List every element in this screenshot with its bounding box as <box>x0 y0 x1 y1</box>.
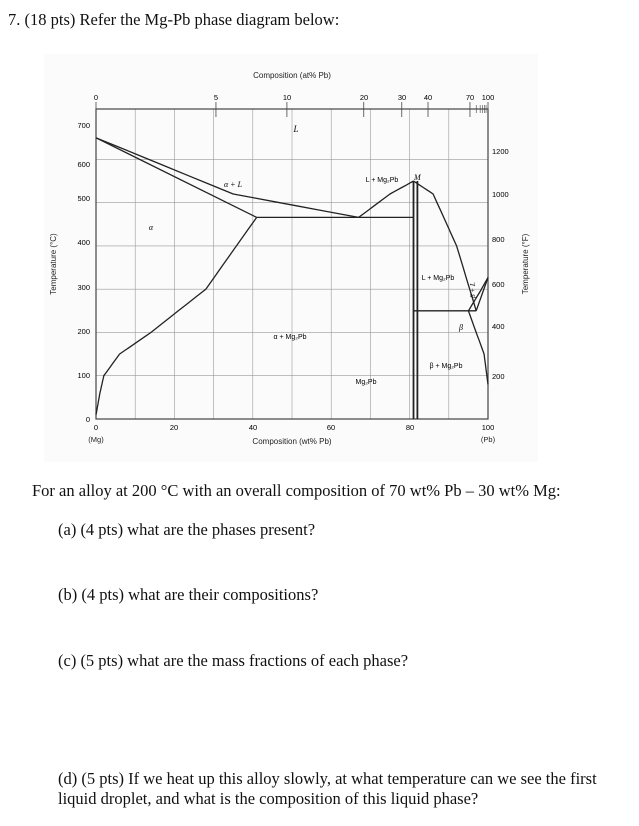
right-tick-600: 600 <box>492 280 505 289</box>
question-title: 7. (18 pts) Refer the Mg-Pb phase diagram below: <box>8 10 340 29</box>
left-axis-label: Temperature (°C) <box>49 233 58 295</box>
top-tick-100: 100 <box>481 93 495 102</box>
region-alpha-label: α <box>148 223 154 232</box>
right-tick-400: 400 <box>492 322 505 331</box>
region-liquid-label: L <box>293 124 299 134</box>
phase-diagram <box>44 54 538 462</box>
top-tick-70: 70 <box>465 93 475 102</box>
bottom-tick-80: 80 <box>405 423 415 432</box>
region-liquid-mg2pb-label: L + Mg₂Pb <box>365 177 399 184</box>
top-tick-40: 40 <box>423 93 433 102</box>
bottom-tick-40: 40 <box>248 423 258 432</box>
question-part-a: (a) (4 pts) what are the phases present? <box>58 520 316 539</box>
left-tick-500: 500 <box>77 194 90 203</box>
region-beta-liquid-label: β + L <box>469 282 477 298</box>
bottom-tick-0: 0 <box>93 423 99 432</box>
top-tick-5: 5 <box>213 93 219 102</box>
right-tick-800: 800 <box>492 235 505 244</box>
question-part-d: (d) (5 pts) If we heat up this alloy slowly, at what temperature can we see the first liquid droplet, and what is the composition of this liquid phase? <box>58 769 597 808</box>
region-alpha-liquid-label: α + L <box>223 180 243 189</box>
mg-end-label: (Mg) <box>88 435 104 444</box>
left-tick-200: 200 <box>77 327 90 336</box>
left-tick-600: 600 <box>77 160 90 169</box>
left-tick-0: 0 <box>85 415 90 424</box>
point-m-label: M <box>414 173 421 182</box>
top-tick-10: 10 <box>282 93 292 102</box>
right-tick-1200: 1200 <box>492 147 509 156</box>
right-tick-200: 200 <box>492 372 505 381</box>
right-axis-label: Temperature (°F) <box>521 233 530 295</box>
right-tick-1000: 1000 <box>492 190 509 199</box>
bottom-tick-20: 20 <box>169 423 179 432</box>
top-axis-label: Composition (at% Pb) <box>253 71 331 80</box>
region-beta-label: β <box>459 323 463 332</box>
phase-diagram-svg <box>44 54 538 462</box>
region-mg2pb-label: Mg₂Pb <box>355 379 377 386</box>
bottom-tick-100: 100 <box>481 423 495 432</box>
region-alpha-mg2pb-label: α + Mg₂Pb <box>273 334 307 341</box>
region-beta-mg2pb-label: β + Mg₂Pb <box>429 363 463 370</box>
left-tick-100: 100 <box>77 371 90 380</box>
top-tick-30: 30 <box>397 93 407 102</box>
question-intro: For an alloy at 200 °C with an overall composition of 70 wt% Pb – 30 wt% Mg: <box>32 481 561 500</box>
question-part-c: (c) (5 pts) what are the mass fractions of each phase? <box>58 651 409 670</box>
left-tick-400: 400 <box>77 238 90 247</box>
left-tick-300: 300 <box>77 283 90 292</box>
question-part-b: (b) (4 pts) what are their compositions? <box>58 585 319 604</box>
bottom-tick-60: 60 <box>326 423 336 432</box>
pb-end-label: (Pb) <box>480 435 496 444</box>
top-tick-20: 20 <box>359 93 369 102</box>
region-liquid-mg2pb-right-label: L + Mg₂Pb <box>421 275 455 282</box>
left-tick-700: 700 <box>77 121 90 130</box>
bottom-axis-label: Composition (wt% Pb) <box>252 437 332 446</box>
top-tick-0: 0 <box>93 93 99 102</box>
